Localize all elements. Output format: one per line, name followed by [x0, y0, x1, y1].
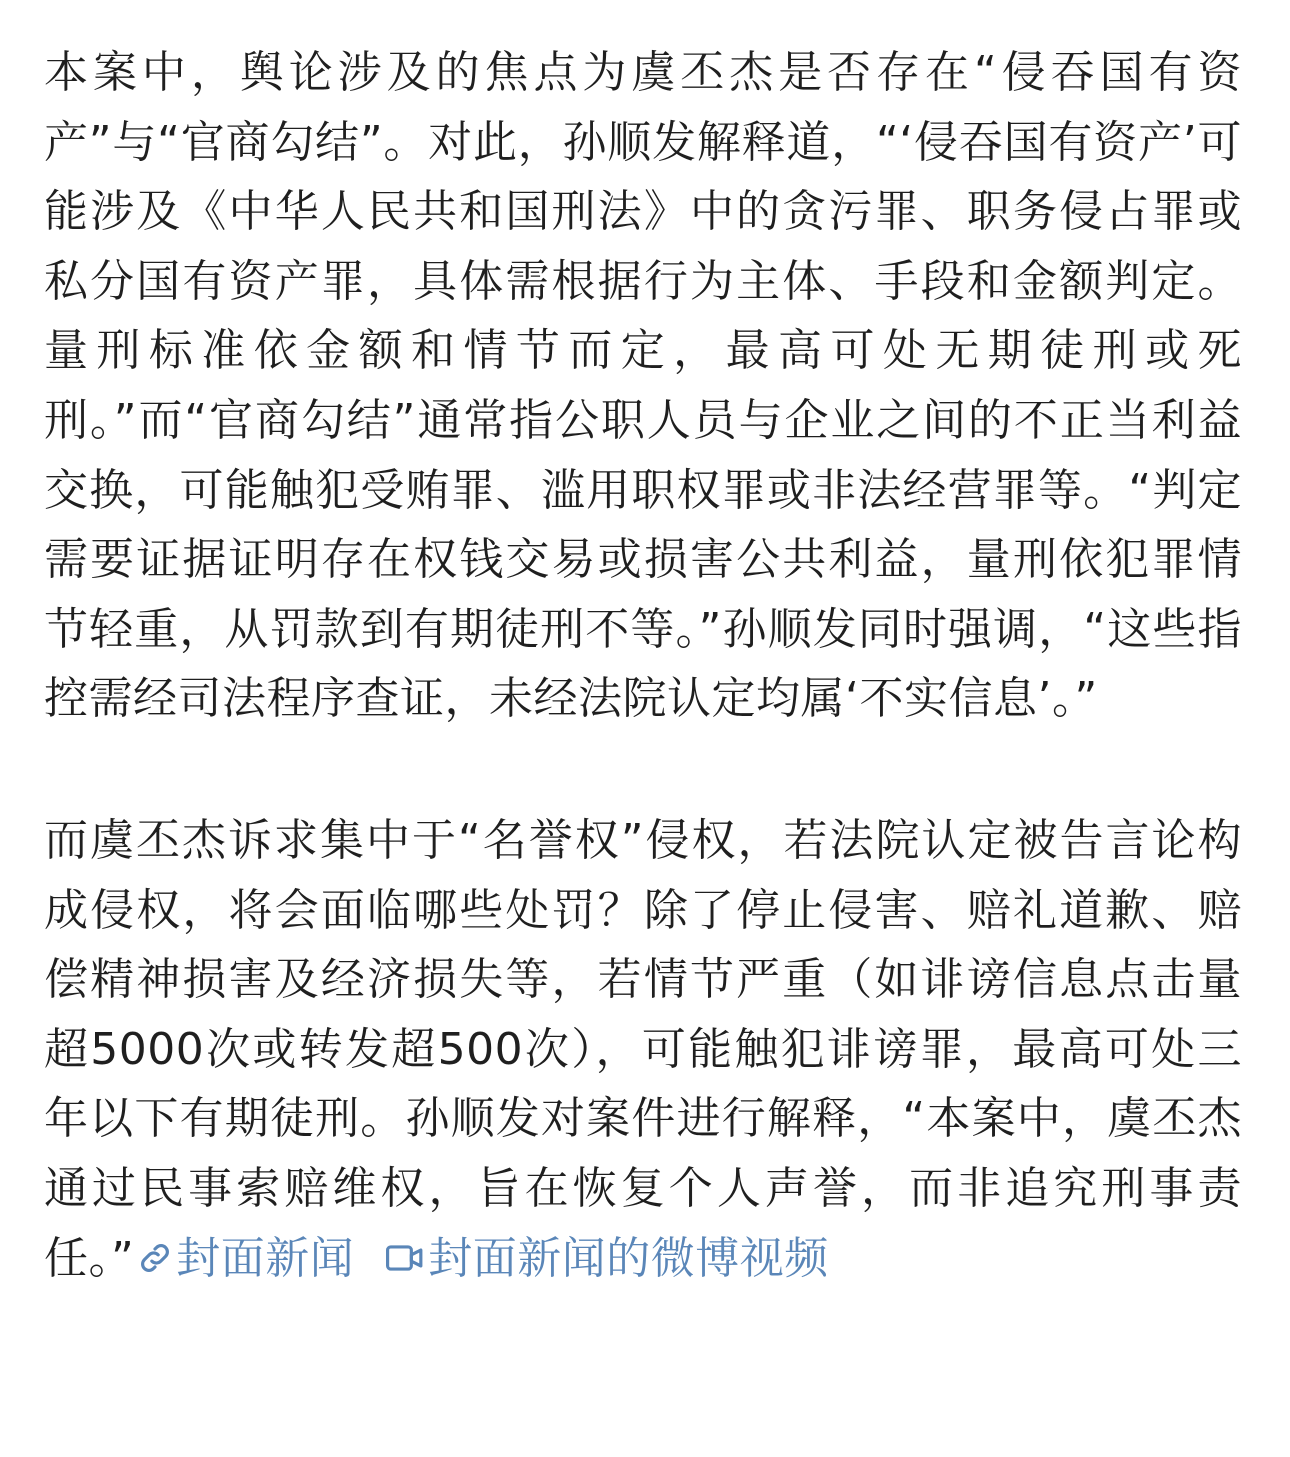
paragraph-1-text: 本案中，舆论涉及的焦点为虞丕杰是否存在“侵吞国有资产”与“官商勾结”。对此，孙顺发解释道，“‘侵吞国有资产’可能涉及《中华人民共和国刑法》中的贪污罪、职务侵占罪或私分国有资产罪，具体需根据行为主体、手段和金额判定。量刑标准依金额和情节而定，最高可处无期徒刑或死刑。”而“官商勾结”通常指公职人员与企业之间的不正当利益交换，可能触犯受贿罪、滥用职权罪或非法经营罪等。“判定需要证据证明存在权钱交易或损害公共利益，量刑依犯罪情节轻重，从罚款到有期徒刑不等。”孙顺发同时强调，“这些指控需经司法程序查证，未经法院认定均属‘不实信息’。” [44, 47, 1242, 725]
video-link-label: 封面新闻的微博视频 [428, 1232, 829, 1284]
article-paragraph-1 [44, 38, 1242, 734]
video-icon [384, 1228, 426, 1298]
paragraph-2-text: 而虞丕杰诉求集中于“名誉权”侵权，若法院认定被告言论构成侵权，将会面临哪些处罚？除了停止侵害、赔礼道歉、赔偿精神损害及经济损失等，若情节严重（如诽谤信息点击量超5000次或转发超500次），可能触犯诽谤罪，最高可处三年以下有期徒刑。孙顺发对案件进行解释，“本案中，虞丕杰通过民事索赔维权，旨在恢复个人声誉，而非追究刑事责任。” [44, 814, 1242, 1284]
source-link[interactable] [134, 1233, 354, 1284]
article-paragraph-2 [44, 806, 1242, 1297]
video-link[interactable] [382, 1233, 829, 1284]
link-icon [136, 1228, 174, 1298]
source-link-label: 封面新闻 [176, 1232, 355, 1284]
